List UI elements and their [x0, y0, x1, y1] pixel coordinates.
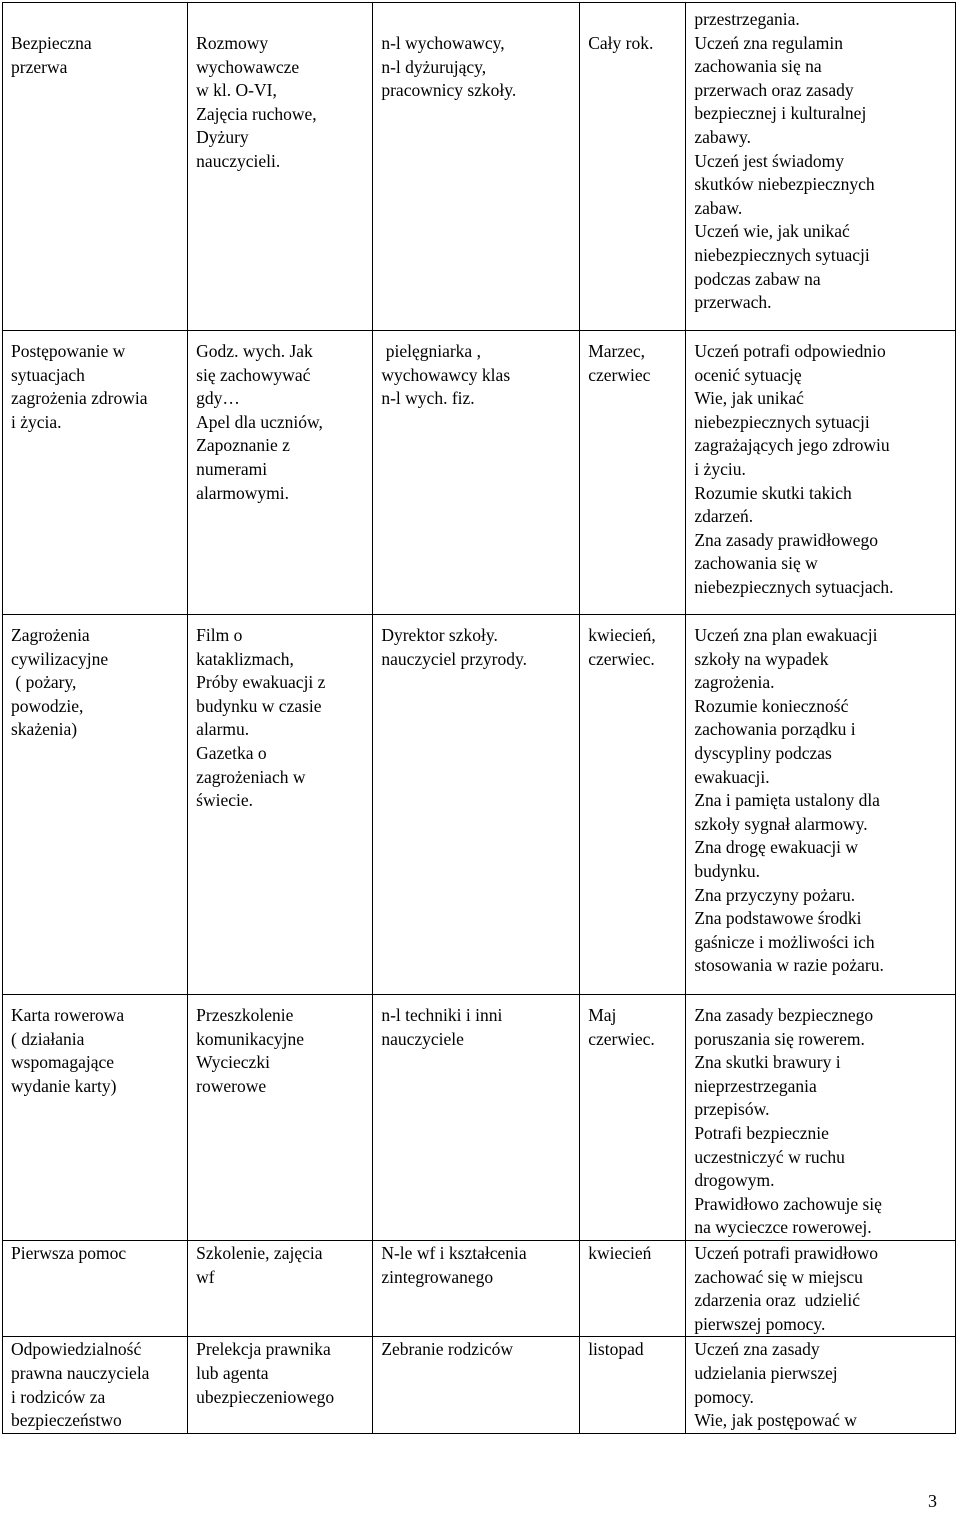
cell-line: czerwiec.	[588, 1028, 655, 1049]
cell-line: czerwiec	[588, 364, 651, 385]
cell-line: podczas zabaw na	[694, 268, 821, 289]
cell-line: Przeszkolenie	[196, 1005, 294, 1025]
cell-line: n-l dyżurujący,	[381, 56, 487, 77]
activity-cell	[188, 615, 373, 995]
cell-line: zachowania się w	[694, 553, 818, 574]
cell-line: ( pożary,	[11, 672, 77, 693]
activity-cell	[188, 331, 373, 615]
cell-line: drogowym.	[694, 1170, 775, 1191]
page-number: 3	[928, 1491, 937, 1511]
cell-line: przepisów.	[694, 1099, 770, 1120]
cell-line: niebezpiecznych sytuacji	[694, 411, 870, 432]
activity-cell	[188, 1337, 373, 1433]
cell-line: prawna nauczyciela	[11, 1362, 150, 1383]
cell-line: zagrożenia zdrowia	[11, 388, 148, 409]
cell-line: szkoły na wypadek	[694, 648, 829, 669]
table-row	[3, 331, 956, 615]
cell-line: n-l techniki i inni	[381, 1005, 503, 1025]
cell-line: listopad	[588, 1339, 644, 1360]
cell-line: Bezpieczna	[11, 33, 92, 53]
cell-line: powodzie,	[11, 695, 84, 716]
outcome-cell	[686, 995, 956, 1241]
cell-line: zdarzeń.	[694, 506, 754, 527]
activity-cell	[188, 995, 373, 1241]
topic-cell	[3, 331, 188, 615]
cell-line: świecie.	[196, 790, 254, 811]
cell-line: przerwa	[11, 56, 68, 77]
cell-line: wychowawcze	[196, 56, 300, 77]
cell-line: cywilizacyjne	[11, 648, 109, 669]
topic-cell	[3, 1240, 188, 1336]
topic-cell	[3, 995, 188, 1241]
cell-line: lub agenta	[196, 1362, 269, 1383]
cell-line: Godz. wych. Jak	[196, 341, 313, 361]
cell-line: Prawidłowo zachowuje się	[694, 1193, 882, 1214]
cell-line: zachowania porządku i	[694, 719, 856, 740]
cell-line: Zna zasady prawidłowego	[694, 529, 878, 550]
cell-line: Rozmowy	[196, 33, 269, 53]
cell-line: stosowania w razie pożaru.	[694, 955, 884, 976]
cell-line: zdarzenia oraz udzielić	[694, 1290, 860, 1311]
cell-line: poruszania się rowerem.	[694, 1028, 865, 1049]
date-cell	[580, 615, 686, 995]
cell-line: sytuacjach	[11, 364, 85, 385]
cell-line: Zna podstawowe środki	[694, 908, 862, 929]
cell-line: Zebranie rodziców	[381, 1339, 514, 1360]
responsible-cell	[373, 995, 580, 1241]
cell-line: gaśnicze i możliwości ich	[694, 931, 875, 952]
cell-line: Szkolenie, zajęcia	[196, 1242, 323, 1263]
cell-line: wspomagające	[11, 1052, 115, 1073]
cell-line: uczestniczyć w ruchu	[694, 1146, 845, 1167]
cell-line: Wie, jak unikać	[694, 388, 804, 409]
cell-line: Uczeń potrafi odpowiednio	[694, 341, 886, 361]
cell-line: zabaw.	[694, 197, 743, 218]
table-row	[3, 1240, 956, 1336]
cell-line: wydanie karty)	[11, 1075, 117, 1096]
cell-line: gdy…	[196, 388, 240, 409]
cell-line: niebezpiecznych sytuacji	[694, 244, 870, 265]
cell-line: Film o	[196, 625, 243, 645]
outcome-cell	[686, 1240, 956, 1336]
cell-line: w kl. O-VI,	[196, 80, 277, 101]
cell-line: Rozumie konieczność	[694, 695, 849, 716]
cell-line: Odpowiedzialność	[11, 1339, 142, 1360]
date-cell	[580, 3, 686, 331]
cell-line: nieprzestrzegania	[694, 1075, 817, 1096]
cell-line: budynku.	[694, 860, 760, 881]
outcome-cell	[686, 331, 956, 615]
cell-line: kataklizmach,	[196, 648, 294, 669]
cell-line: skażenia)	[11, 719, 78, 740]
cell-line: pracownicy szkoły.	[381, 80, 517, 101]
cell-line: Pierwsza pomoc	[11, 1242, 127, 1263]
cell-line: Potrafi bezpiecznie	[694, 1122, 829, 1143]
table-row	[3, 3, 956, 331]
cell-line: zabawy.	[694, 126, 751, 147]
cell-line: Rozumie skutki takich	[694, 482, 852, 503]
cell-line: niebezpiecznych sytuacjach.	[694, 576, 894, 597]
cell-line: ( działania	[11, 1028, 85, 1049]
cell-line: przerwach oraz zasady	[694, 79, 854, 100]
cell-line: pielęgniarka ,	[381, 341, 481, 361]
cell-line: ubezpieczeniowego	[196, 1386, 335, 1407]
cell-line: zintegrowanego	[381, 1266, 494, 1287]
cell-line: Apel dla uczniów,	[196, 411, 323, 432]
topic-cell	[3, 3, 188, 331]
cell-line: Zna i pamięta ustalony dla	[694, 790, 880, 811]
cell-line: alarmu.	[196, 719, 250, 740]
responsible-cell	[373, 3, 580, 331]
cell-line: Zajęcia ruchowe,	[196, 103, 317, 124]
cell-line: Dyżury	[196, 127, 249, 148]
cell-line: Marzec,	[588, 341, 646, 361]
table-row	[3, 615, 956, 995]
cell-line: i rodziców za	[11, 1386, 106, 1407]
cell-line: kwiecień	[588, 1242, 652, 1263]
cell-line: komunikacyjne	[196, 1028, 305, 1049]
cell-line: numerami	[196, 458, 268, 479]
cell-line: szkoły sygnał alarmowy.	[694, 813, 868, 834]
date-cell	[580, 995, 686, 1241]
responsible-cell	[373, 331, 580, 615]
cell-line: na wycieczce rowerowej.	[694, 1217, 872, 1238]
cell-line: Prelekcja prawnika	[196, 1339, 331, 1360]
responsible-cell	[373, 615, 580, 995]
safety-plan-table	[2, 2, 956, 1434]
cell-line: Uczeń jest świadomy	[694, 150, 844, 171]
cell-line: i życiu.	[694, 458, 746, 479]
activity-cell	[188, 3, 373, 331]
cell-line: bezpiecznej i kulturalnej	[694, 103, 867, 124]
cell-line: zagrożenia.	[694, 672, 775, 693]
cell-line: nauczyciel przyrody.	[381, 648, 527, 669]
outcome-cell	[686, 1337, 956, 1433]
cell-line: Cały rok.	[588, 33, 654, 53]
date-cell	[580, 331, 686, 615]
topic-cell	[3, 1337, 188, 1433]
cell-line: Zna zasady bezpiecznego	[694, 1005, 874, 1025]
cell-line: budynku w czasie	[196, 695, 322, 716]
cell-line: pierwszej pomocy.	[694, 1313, 826, 1334]
cell-line: N-le wf i kształcenia	[381, 1242, 527, 1263]
cell-line: n-l wychowawcy,	[381, 33, 505, 53]
cell-line: dyscypliny podczas	[694, 742, 832, 763]
cell-line: nauczyciele	[381, 1028, 464, 1049]
date-cell	[580, 1240, 686, 1336]
cell-line: bezpieczeństwo	[11, 1410, 122, 1431]
cell-line: Uczeń potrafi prawidłowo	[694, 1242, 878, 1263]
cell-line: Zna przyczyny pożaru.	[694, 884, 856, 905]
cell-line: Zapoznanie z	[196, 435, 290, 456]
cell-line: ewakuacji.	[694, 766, 770, 787]
cell-line: przestrzegania.	[694, 9, 800, 29]
table-row	[3, 995, 956, 1241]
cell-line: skutków niebezpiecznych	[694, 174, 875, 195]
cell-line: alarmowymi.	[196, 482, 289, 503]
responsible-cell	[373, 1240, 580, 1336]
topic-cell	[3, 615, 188, 995]
cell-line: Wie, jak postępować w	[694, 1410, 857, 1431]
cell-line: wf	[196, 1266, 215, 1287]
cell-line: Uczeń wie, jak unikać	[694, 221, 850, 242]
cell-line: i życia.	[11, 411, 62, 432]
cell-line: Zna skutki brawury i	[694, 1052, 841, 1073]
cell-line: Gazetka o	[196, 742, 267, 763]
cell-line: Karta rowerowa	[11, 1005, 125, 1025]
cell-line: wychowawcy klas	[381, 364, 511, 385]
cell-line: Wycieczki	[196, 1052, 270, 1073]
cell-line: się zachowywać	[196, 364, 311, 385]
cell-line: rowerowe	[196, 1075, 267, 1096]
cell-line: Uczeń zna plan ewakuacji	[694, 625, 878, 645]
cell-line: zachować się w miejscu	[694, 1266, 863, 1287]
table-row	[3, 1337, 956, 1433]
cell-line: pomocy.	[694, 1386, 754, 1407]
cell-line: udzielania pierwszej	[694, 1362, 838, 1383]
cell-line: zagrożeniach w	[196, 766, 306, 787]
cell-line: Próby ewakuacji z	[196, 672, 326, 693]
cell-line: Zna drogę ewakuacji w	[694, 837, 859, 858]
cell-line: Postępowanie w	[11, 341, 126, 361]
cell-line: zachowania się na	[694, 56, 822, 77]
responsible-cell	[373, 1337, 580, 1433]
outcome-cell	[686, 615, 956, 995]
cell-line: Dyrektor szkoły.	[381, 625, 498, 645]
date-cell	[580, 1337, 686, 1433]
cell-line: czerwiec.	[588, 648, 655, 669]
cell-line: ocenić sytuację	[694, 364, 802, 385]
cell-line: Maj	[588, 1005, 617, 1025]
cell-line: zagrażających jego zdrowiu	[694, 435, 890, 456]
activity-cell	[188, 1240, 373, 1336]
outcome-cell	[686, 3, 956, 331]
cell-line: nauczycieli.	[196, 150, 281, 171]
cell-line: przerwach.	[694, 292, 772, 313]
cell-line: kwiecień,	[588, 625, 656, 645]
cell-line: n-l wych. fiz.	[381, 388, 475, 409]
cell-line: Uczeń zna zasady	[694, 1339, 820, 1360]
cell-line: Uczeń zna regulamin	[694, 32, 843, 53]
cell-line: Zagrożenia	[11, 625, 90, 645]
